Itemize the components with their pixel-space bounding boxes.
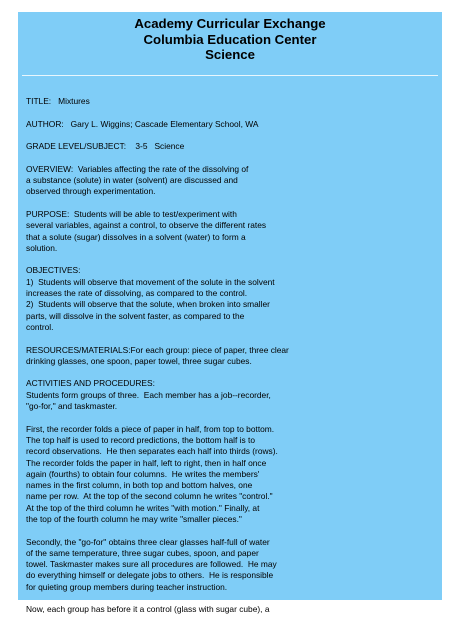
text-line: The recorder folds the paper in half, left to right, then in half once — [26, 457, 267, 468]
text-line: ACTIVITIES AND PROCEDURES: — [26, 378, 155, 389]
text-line: name per row. At the top of the second column he writes "control." — [26, 491, 273, 502]
text-line: a substance (solute) in water (solvent) are discussed and — [26, 175, 238, 186]
header-title: Academy Curricular Exchange — [134, 16, 326, 31]
paragraph — [26, 164, 438, 198]
text-line: observed through experimentation. — [26, 186, 156, 197]
text-line: parts, will dissolve in the solvent faster, as compared to the — [26, 310, 245, 321]
header-subject: Science — [205, 47, 255, 62]
text-line: again (fourths) to obtain four columns. He writes the members' — [26, 468, 260, 479]
text-line: OVERVIEW: Variables affecting the rate of the dissolving of — [26, 163, 249, 174]
text-line: At the top of the third column he writes "with motion." Finally, at — [26, 502, 260, 513]
text-line: record observations. He then separates each half into thirds (rows). — [26, 446, 278, 457]
text-line: First, the recorder folds a piece of paper in half, from top to bottom. — [26, 423, 275, 434]
text-line: 1) Students will observe that movement of the solute in the solvent — [26, 276, 275, 287]
paragraph — [26, 265, 438, 333]
text-line: names in the first column, in both top and bottom halves, one — [26, 480, 253, 491]
text-line: do everything himself or delegate jobs to others. He is responsible — [26, 570, 274, 581]
paragraph — [26, 424, 438, 526]
text-line: Now, each group has before it a control (glass with sugar cube), a — [26, 604, 270, 615]
text-line: Secondly, the "go-for" obtains three clear glasses half-full of water — [26, 536, 270, 547]
text-line: control. — [26, 321, 54, 332]
text-line: of the same temperature, three sugar cubes, spoon, and paper — [26, 547, 259, 558]
text-line: AUTHOR: Gary L. Wiggins; Cascade Elementary School, WA — [26, 118, 259, 129]
text-line: solution. — [26, 242, 58, 253]
text-line: The top half is used to record predictions, the bottom half is to — [26, 434, 256, 445]
text-line: TITLE: Mixtures — [26, 96, 90, 106]
text-line: RESOURCES/MATERIALS:For each group: piece of paper, three clear — [26, 344, 289, 355]
paragraph — [26, 119, 438, 130]
header-subtitle: Columbia Education Center — [143, 31, 317, 47]
text-line: GRADE LEVEL/SUBJECT: 3-5 Science — [26, 141, 185, 152]
text-line: the top of the fourth column he may write "smaller pieces." — [26, 513, 242, 524]
paragraph — [26, 141, 438, 152]
text-line: "go-for," and taskmaster. — [26, 401, 118, 412]
text-line: for quieting group members during teacher instruction. — [26, 581, 228, 592]
paragraph — [26, 537, 438, 593]
document-header — [18, 12, 442, 63]
paragraph — [26, 378, 438, 412]
paragraph — [26, 209, 438, 254]
text-line: OBJECTIVES: — [26, 265, 81, 276]
paragraph — [26, 345, 438, 368]
text-line: Students form groups of three. Each member has a job--recorder, — [26, 389, 271, 400]
paragraph — [26, 604, 438, 615]
text-line: 2) Students will observe that the solute, when broken into smaller — [26, 299, 270, 310]
header-divider — [22, 75, 438, 76]
text-line: increases the rate of dissolving, as compared to the control. — [26, 288, 248, 299]
text-line: that a solute (sugar) dissolves in a solvent (water) to form a — [26, 231, 246, 242]
document-page — [18, 12, 442, 615]
paragraph — [26, 96, 438, 107]
text-line: several variables, against a control, to observe the different rates — [26, 220, 267, 231]
text-line: towel. Taskmaster makes sure all procedures are followed. He may — [26, 559, 277, 570]
text-line: drinking glasses, one spoon, paper towel, three sugar cubes. — [26, 355, 252, 366]
text-line: PURPOSE: Students will be able to test/experiment with — [26, 208, 237, 219]
lesson-body — [26, 96, 438, 627]
